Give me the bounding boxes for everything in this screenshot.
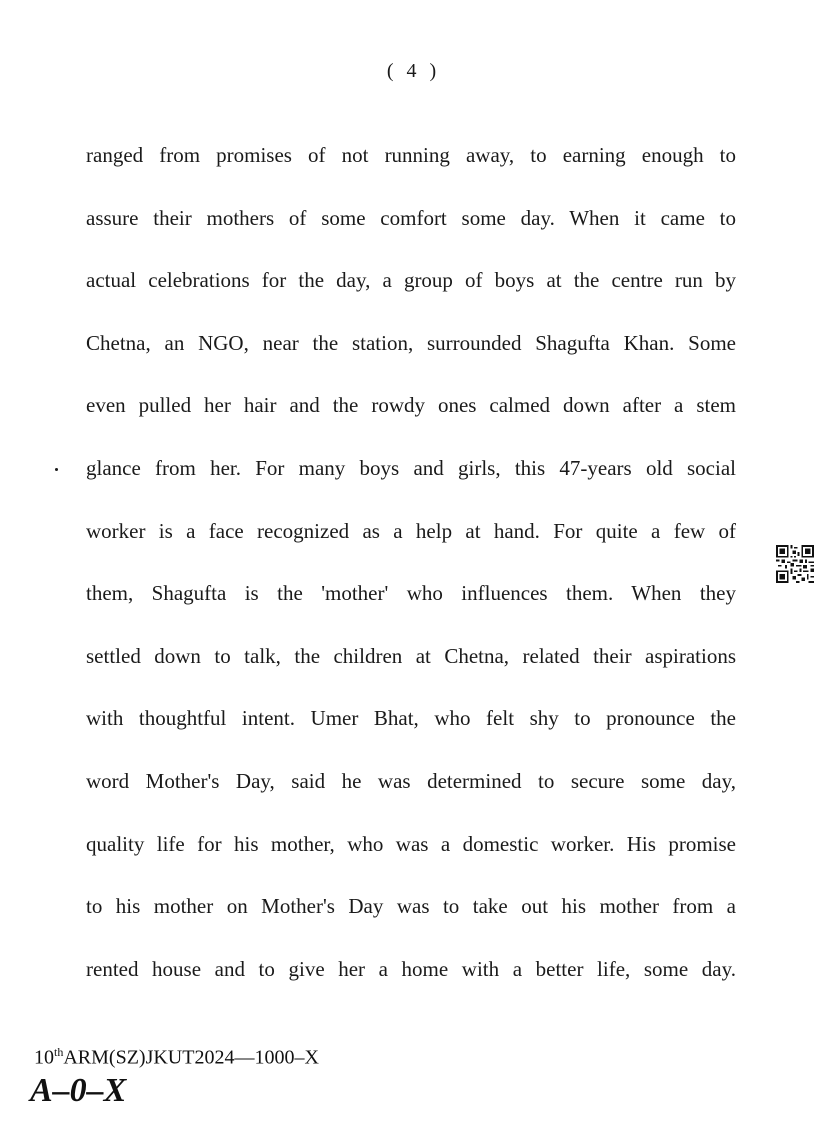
paragraph-line: rented house and to give her a home with a better life, some day. [86,956,736,981]
paragraph-line: quality life for his mother, who was a domestic worker. His promise [86,831,736,856]
paragraph-line: settled down to talk, the children at Chetna, related their aspirations [86,643,736,668]
paragraph-line: even pulled her hair and the rowdy ones calmed down after a stem [86,393,736,418]
body-paragraph [86,124,736,1000]
paragraph-line: Chetna, an NGO, near the station, surrounded Shagufta Khan. Some [86,330,736,355]
margin-dot [55,468,58,471]
paragraph-line: to his mother on Mother's Day was to take out his mother from a [86,894,736,919]
paragraph-line: glance from her. For many boys and girls, this 47-years old social [86,455,736,480]
exam-code-superscript: th [54,1045,64,1059]
exam-code-prefix: 10 [34,1046,54,1069]
paragraph-line: worker is a face recognized as a help at hand. For quite a few of [86,518,736,543]
paragraph-line: actual celebrations for the day, a group of boys at the centre run by [86,268,736,293]
paragraph-line: with thoughtful intent. Umer Bhat, who felt shy to pronounce the [86,706,736,731]
exam-code [34,1045,319,1070]
question-set-label: A–0–X [30,1072,127,1109]
qr-code-icon [776,545,814,583]
exam-code-rest: ARM(SZ)JKUT2024—1000–X [63,1046,319,1069]
paragraph-line: assure their mothers of some comfort some day. When it came to [86,205,736,230]
paragraph-line: them, Shagufta is the 'mother' who influences them. When they [86,581,736,606]
paragraph-line: ranged from promises of not running away, to earning enough to [86,143,736,167]
page-number: ( 4 ) [386,60,441,82]
paragraph-line: word Mother's Day, said he was determined to secure some day, [86,768,736,793]
